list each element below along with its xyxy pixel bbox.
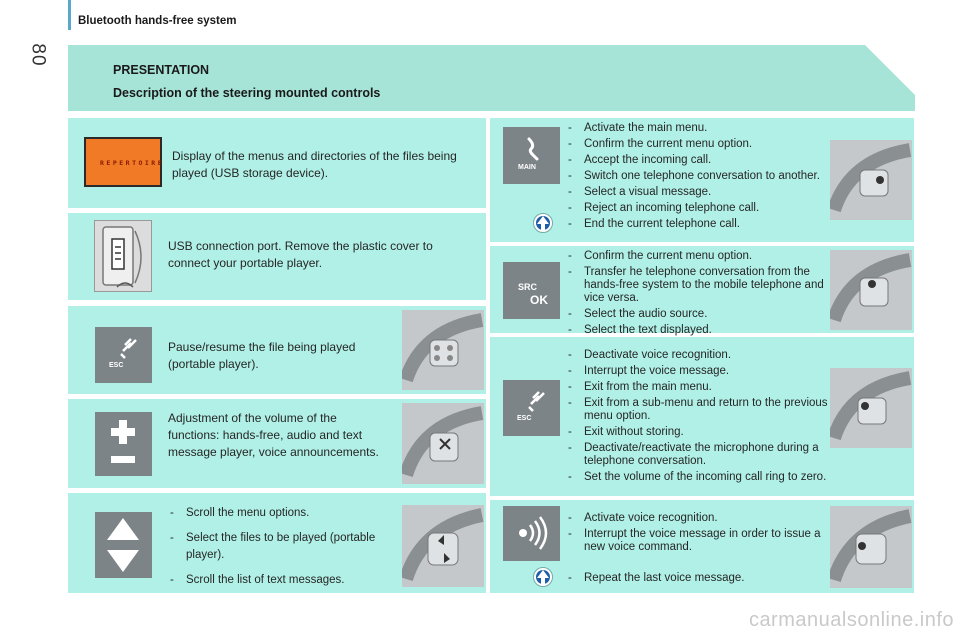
list-item: - Activate the main menu.: [564, 122, 826, 135]
list-item: - Interrupt the voice message in order to issue a new voice command.: [564, 528, 826, 554]
list-item: - Interrupt the voice message.: [564, 365, 830, 378]
steering-control-photo: [830, 140, 912, 220]
voice-icon: [503, 506, 560, 561]
list-item: - Deactivate voice recognition.: [564, 349, 830, 362]
list-item: - Transfer he telephone conversation from the hands-free system to the mobile telephone and vice versa.: [564, 266, 826, 305]
list-item: - Exit from a sub-menu and return to the previous menu option.: [564, 397, 830, 423]
watermark: carmanualsonline.info: [748, 609, 954, 631]
list-item: - End the current telephone call.: [564, 218, 826, 231]
long-press-icon: [533, 213, 553, 233]
ok-label: OK: [530, 293, 548, 307]
section-title: Bluetooth hands-free system: [78, 15, 237, 27]
list-item: - Accept the incoming call.: [564, 154, 826, 167]
esc-icon-label: ESC: [517, 415, 532, 422]
esc-icon: [95, 327, 152, 383]
list-item: - Scroll the list of text messages.: [166, 574, 384, 587]
steering-control-photo: [830, 250, 912, 330]
list-item: - Set the volume of the incoming call ring to zero.: [564, 471, 830, 484]
repertoire-description: Display of the menus and directories of the files being played (USB storage device).: [172, 149, 457, 180]
esc-icon: [503, 380, 560, 436]
main-phone-icon: [503, 127, 560, 184]
banner-subtitle: Description of the steering mounted controls: [113, 86, 381, 100]
plus-minus-icon: [95, 412, 152, 476]
scroll-list: [166, 507, 384, 590]
up-down-arrows-icon: [95, 512, 152, 578]
steering-control-photo: [830, 368, 912, 448]
list-item: - Exit from the main menu.: [564, 381, 830, 394]
steering-control-photo: [830, 506, 912, 588]
src-ok-list: [564, 250, 826, 340]
main-icon-label: MAIN: [518, 164, 536, 171]
src-label: SRC: [518, 282, 538, 292]
list-item: - Deactivate/reactivate the microphone during a telephone conversation.: [564, 442, 830, 468]
steering-control-photo: [402, 505, 484, 587]
voice-list: [564, 512, 826, 557]
list-item: - Select the files to be played (portable player).: [166, 530, 384, 564]
list-item: - Exit without storing.: [564, 426, 830, 439]
list-item: - Reject an incoming telephone call.: [564, 202, 826, 215]
list-item: - Repeat the last voice message.: [564, 572, 826, 585]
repertoire-display-icon: [84, 137, 165, 187]
list-item: - Activate voice recognition.: [564, 512, 826, 525]
list-item: - Scroll the menu options.: [166, 507, 384, 520]
page-number: 80: [27, 43, 49, 67]
volume-description: Adjustment of the volume of the functions: hands-free, audio and text message player, voice announcements.: [168, 411, 379, 459]
main-list: [564, 122, 826, 234]
steering-control-photo: [402, 403, 484, 484]
voice-extra-list: [564, 572, 826, 588]
esc-icon-label: ESC: [109, 362, 124, 369]
list-item: - Select the audio source.: [564, 308, 826, 321]
pause-description: Pause/resume the file being played (portable player).: [168, 340, 356, 371]
list-item: - Confirm the current menu option.: [564, 138, 826, 151]
steering-control-photo: [402, 310, 484, 390]
header-rule: [68, 0, 71, 30]
list-item: - Select a visual message.: [564, 186, 826, 199]
list-item: - Select the text displayed.: [564, 324, 826, 337]
list-item: - Switch one telephone conversation to another.: [564, 170, 826, 183]
esc-list: [564, 349, 830, 487]
repertoire-label: REPERTOIRE: [100, 159, 165, 167]
long-press-icon: [533, 567, 553, 587]
list-item: - Confirm the current menu option.: [564, 250, 826, 263]
banner-title: PRESENTATION: [113, 63, 210, 77]
presentation-banner: [68, 45, 915, 111]
usb-description: USB connection port. Remove the plastic cover to connect your portable player.: [168, 239, 433, 270]
usb-port-icon: [94, 220, 152, 292]
src-ok-icon: [503, 262, 560, 319]
